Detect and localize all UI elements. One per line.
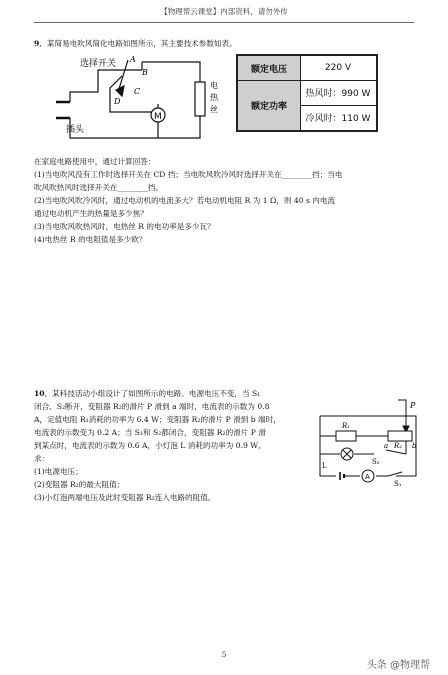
q9-motor-label: M	[154, 112, 162, 122]
q10-line-3: 电流表的示数变为 0.2 A；当 S₁和 S₂都闭合，变阻器 R₂的滑片 P 滑	[34, 428, 266, 437]
q10-line-1: 闭合、S₂断开，变阻器 R₂的滑片 P 滑到 a 端时，电流表的示数为 0.8	[34, 402, 270, 411]
cold-wind-power: 冷风时：110 W	[305, 114, 371, 124]
q9-intro	[34, 38, 237, 51]
q10-ammeter-label: A	[365, 473, 370, 481]
q10-a-label: a	[384, 442, 389, 450]
rated-power-label: 额定功率	[238, 80, 300, 130]
header-rule	[34, 22, 414, 23]
q10-line-7: (2)变阻器 R₂的最大阻值；	[34, 480, 125, 489]
q10-r1-symbol	[336, 431, 356, 441]
q9-number: 9．	[34, 39, 47, 48]
watermark: 头条 @物理帮	[366, 660, 430, 671]
q9-circuit-diagram	[50, 52, 230, 148]
q10-p-label: P	[410, 401, 416, 410]
q9-line-5: (3)当电吹风吹热风时，电热丝 R 的电功率是多少瓦？	[34, 222, 215, 231]
page-header: 【物理帮云课堂】内部资料，请勿外传	[160, 7, 288, 16]
q10-r2-label: R₂	[394, 442, 403, 450]
hot-wind-power: 热风时：990 W	[305, 89, 371, 99]
q10-line-2: A，定值电阻 R₁消耗的功率为 6.4 W；变阻器 R₂的滑片 P 滑到 b 端时，	[34, 415, 281, 424]
q10-line-4: 到某点时，电流表的示数为 0.6 A，小灯泡 L 消耗的功率为 0.9 W。	[34, 441, 266, 450]
table-divider-row1	[238, 80, 376, 81]
q10-s2-label: S₂	[372, 458, 380, 466]
q9-label-d: D	[114, 97, 121, 106]
q9-line-4: 通过电动机产生的热量是多少焦？	[34, 209, 148, 218]
q9-line-3: (2)当电吹风吹冷风时，通过电动机的电流多大？若电动机电阻 R 为 1 Ω，则 40 s 内电流	[34, 196, 336, 205]
q10-l-label: L	[322, 462, 327, 470]
q9-frame-wire	[70, 62, 200, 138]
page-number: 5	[221, 650, 227, 659]
q9-line-2: 吹风吹热风时选择开关在________挡。	[34, 183, 164, 192]
q9-line-6: (4)电热丝 R 的电阻值是多少欧？	[34, 235, 147, 244]
q10-number: 10．	[34, 389, 53, 398]
q9-label-a: A	[130, 55, 136, 64]
q9-intro-text: 某简易电吹风简化电路如图所示，其主要技术参数如表。	[46, 39, 237, 48]
q9-spec-table	[236, 54, 378, 132]
q10-b-label: b	[412, 442, 417, 450]
q9-switch-label: 选择开关	[80, 59, 117, 69]
q9-label-c: C	[134, 87, 141, 96]
q10-r2-symbol	[388, 431, 412, 441]
q10-line-8: (3)小灯泡两端电压及此时变阻器 R₂连入电路的阻值。	[34, 493, 216, 502]
table-divider-row2	[300, 105, 376, 106]
q9-heater-label-3: 丝	[210, 105, 218, 114]
rated-voltage-value: 220 V	[324, 63, 352, 73]
q10-slider-wire	[398, 400, 406, 428]
rated-voltage-label: 额定电压	[238, 56, 300, 80]
q10-line-0	[34, 388, 260, 401]
q9-line-0: 在家庭电路使用中，通过计算回答：	[34, 157, 156, 166]
q10-line-5: 求：	[34, 454, 50, 463]
q9-plug-wire	[70, 70, 142, 102]
q10-s1-label: S₁	[394, 480, 402, 486]
q10-line-6: (1)电源电压；	[34, 467, 83, 476]
q9-label-b: B	[142, 68, 148, 77]
q10-r1-label: R₁	[342, 422, 351, 430]
q10-line-0-text: 某科技活动小组设计了如图所示的电路。电源电压不变，当 S₁	[52, 389, 261, 398]
q9-heater-label-1: 电	[210, 81, 218, 90]
q9-line-1: (1)当电吹风没有工作时选择开关在 CD 挡；当电吹风吹冷风时选择开关在________挡；当电	[34, 170, 343, 179]
q9-heater-label-2: 热	[210, 93, 218, 102]
q9-plug-label: 插头	[66, 125, 85, 135]
q10-circuit-diagram	[306, 396, 428, 486]
table-divider-vertical	[300, 56, 301, 130]
